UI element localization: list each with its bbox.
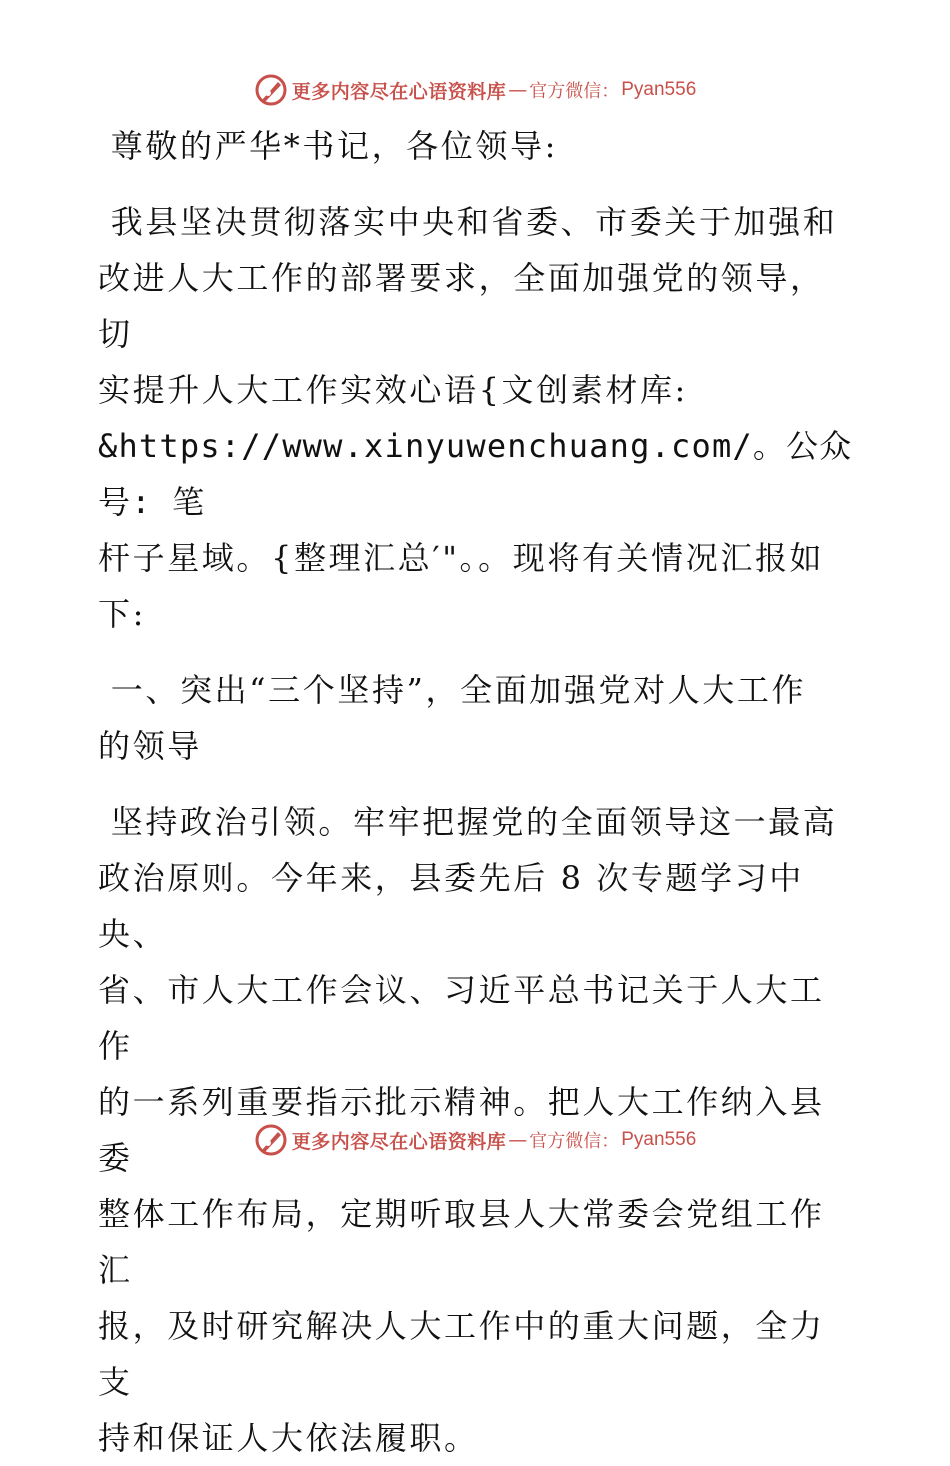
paragraph-intro: [98, 194, 858, 642]
paragraph-line: 的一系列重要指示批示精神。把人大工作纳入县委: [98, 1083, 825, 1177]
watermark-banner-bottom: [0, 1120, 950, 1160]
paragraph-line: 下:: [98, 595, 146, 633]
watermark-official-label: 官方微信：: [529, 81, 620, 102]
greeting: 尊敬的严华*书记，各位领导:: [98, 127, 558, 165]
heading-line: 的领导: [98, 727, 202, 765]
paragraph-line: 杆子星域。{整理汇总′"。。现将有关情况汇报如: [98, 539, 825, 577]
watermark-separator: —: [508, 79, 528, 101]
watermark-official-label: 官方微信：: [529, 1131, 620, 1152]
paragraph-line: 省、市人大工作会议、习近平总书记关于人大工作: [98, 971, 825, 1065]
watermark-separator: —: [508, 1129, 528, 1151]
document-body: [98, 118, 858, 1466]
paragraph-line: 实提升人大工作实效心语{文创素材库:: [98, 371, 688, 409]
heading-line: 一、突出“三个坚持”，全面加强党对人大工作: [98, 671, 807, 709]
paragraph-line: 政治原则。今年来，县委先后 8 次专题学习中央、: [98, 859, 804, 953]
paragraph-line: 持和保证人大依法履职。: [98, 1419, 479, 1457]
watermark-wechat-id: Pyan556: [621, 1129, 697, 1150]
pen-logo-icon: [254, 73, 288, 107]
watermark-site-text: 更多内容尽在心语资料库: [291, 80, 507, 103]
section-heading-1: [98, 662, 858, 774]
paragraph-line: 报，及时研究解决人大工作中的重大问题，全力支: [98, 1307, 825, 1401]
paragraph-line: 改进人大工作的部署要求，全面加强党的领导，切: [98, 259, 825, 353]
pen-logo-icon: [254, 1123, 288, 1157]
watermark-wechat-id: Pyan556: [621, 79, 697, 100]
paragraph-line-url: &https://www.xinyuwenchuang.com/。公众号: 笔: [98, 427, 853, 521]
paragraph-line: 坚持政治引领。牢牢把握党的全面领导这一最高: [98, 803, 838, 841]
paragraph-line: 我县坚决贯彻落实中央和省委、市委关于加强和: [98, 203, 838, 241]
watermark-site-text: 更多内容尽在心语资料库: [291, 1130, 507, 1153]
watermark-banner-top: [0, 70, 950, 110]
paragraph-line: 整体工作布局，定期听取县人大常委会党组工作汇: [98, 1195, 825, 1289]
